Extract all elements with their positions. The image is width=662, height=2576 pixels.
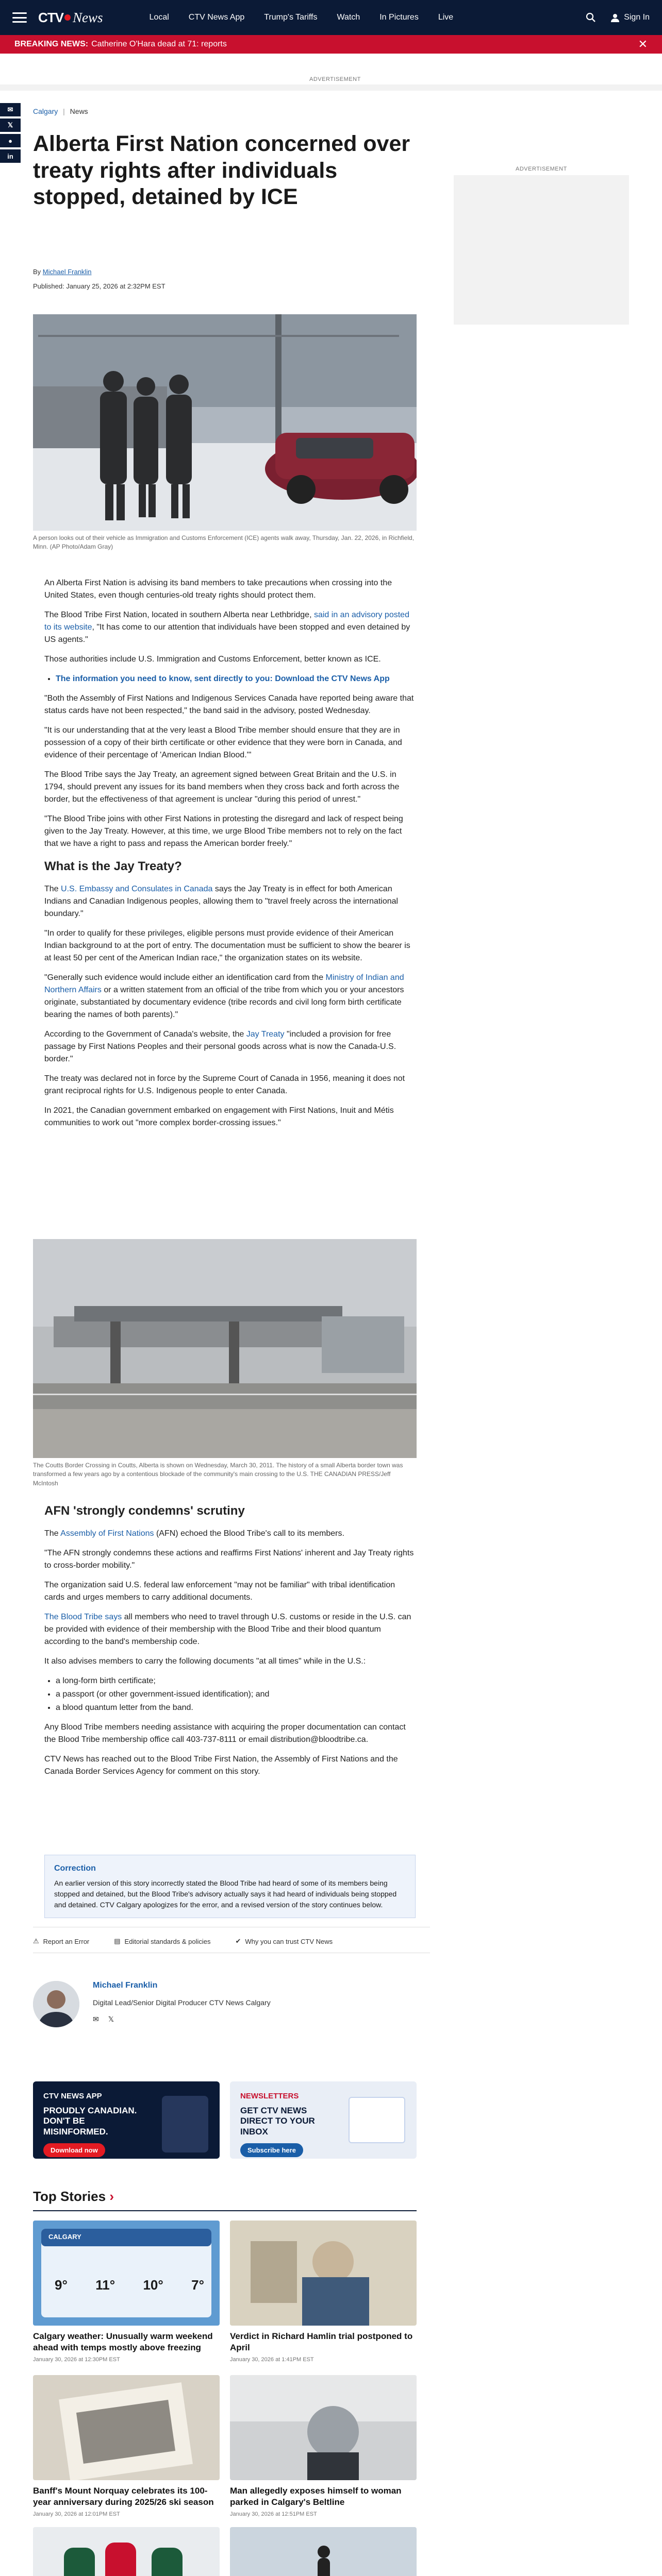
weather-temp: 7° (191, 2277, 204, 2293)
text: According to the Government of Canada's website, the (44, 1030, 246, 1039)
paragraph: The organization said U.S. federal law enforcement "may not be familiar" with tribal identification cards and urges members to carry additional documents. (44, 1581, 395, 1602)
correction-text: An earlier version of this story incorrectly stated the Blood Tribe had heard of some of its members being stopped and detained, but the Blood Tribe's advisory actually says it had heard of individuals being stopped and detained. CTV Calgary apologizes for the error, and a revised version of the story continues below. (54, 1879, 397, 1909)
alert-icon: ⚠ (33, 1937, 39, 1945)
story-image-hockey[interactable] (33, 2527, 220, 2576)
nav-link-app[interactable]: CTV News App (188, 13, 245, 22)
text: (AFN) echoed the Blood Tribe's call to its members. (154, 1529, 344, 1538)
byline-prefix: By (33, 268, 43, 276)
author-role: Digital Lead/Senior Digital Producer CTV News Calgary (93, 1998, 271, 2007)
paragraph: It also advises members to carry the following documents "at all times" while in the U.S.: (44, 1657, 366, 1666)
article-body-1 (44, 577, 416, 1137)
breaking-news-bar[interactable] (0, 35, 662, 54)
top-stories-title: Top Stories (33, 2189, 106, 2204)
list-item: • a passport (or other government-issued identification); and (56, 1688, 416, 1701)
story-card[interactable] (33, 2221, 220, 2363)
weather-temp: 11° (95, 2277, 115, 2293)
photo-caption-1: A person looks out of their vehicle as Immigration and Customs Enforcement (ICE) agents walk away, Thursday, Jan. 22, 2026, in Richfield, Minn. (AP Photo/Adam Gray) (33, 534, 415, 551)
story-headline[interactable]: Man allegedly exposes himself to woman parked in Calgary's Beltline (230, 2486, 402, 2507)
envelope-icon (349, 2097, 405, 2143)
breadcrumb-calgary[interactable]: Calgary (33, 107, 58, 115)
trust-link[interactable] (235, 1937, 333, 1945)
top-stories-heading[interactable]: Top Stories › (33, 2189, 114, 2204)
paragraph (44, 1611, 416, 1648)
app-promo-kicker: CTV NEWS APP (43, 2092, 102, 2100)
newsletter-promo[interactable] (230, 2081, 417, 2159)
top-nav (0, 0, 662, 35)
ad-label-top: ADVERTISEMENT (309, 76, 361, 82)
author-name[interactable]: Michael Franklin (93, 1981, 158, 1990)
paragraph (44, 609, 416, 646)
weather-temp: 10° (143, 2277, 163, 2293)
story-card[interactable] (33, 2375, 220, 2517)
paragraph: "It is our understanding that at the very least a Blood Tribe member should ensure that they are in possession of a copy of their birth certificate or other evidence that they were born in Canada, and evidence of their percentage of 'American Indian Blood.'" (44, 726, 402, 759)
nav-link-tariffs[interactable]: Trump's Tariffs (264, 13, 318, 22)
byline (33, 268, 91, 276)
text: or a written statement from an official of the tribe from which you or your ancestors originate, substantiated by documentary evidence (tribe records and civil long form birth certificate bearing the names of both parents)." (44, 986, 404, 1019)
sign-in-label: Sign In (624, 13, 650, 22)
list-item: • a blood quantum letter from the band. (56, 1702, 416, 1714)
user-icon (610, 13, 620, 22)
text: , "It has come to our attention that individuals have been stopped and even detained by US agents." (44, 623, 410, 644)
report-error-label: Report an Error (43, 1937, 90, 1945)
story-image-courtroom[interactable] (230, 2221, 417, 2326)
article-photo-ice[interactable] (33, 314, 417, 531)
weather-temp: 9° (55, 2277, 68, 2293)
text: "included a provision for free passage by First Nations Peoples and their personal goods across what is now the Canada-U.S. border." (44, 1030, 396, 1063)
subheading-jay-treaty: What is the Jay Treaty? (44, 859, 182, 873)
story-headline[interactable]: Verdict in Richard Hamlin trial postponed to April (230, 2331, 413, 2353)
publish-date: Published: January 25, 2026 at 2:32PM EST (33, 282, 166, 290)
article-tools (33, 1937, 430, 1945)
search-icon[interactable] (586, 12, 596, 23)
text: all members who need to travel through U.S. customs or reside in the U.S. can be provided with evidence of their membership with the Blood Tribe and their blood quantum according to the band's membership code. (44, 1613, 411, 1646)
article-photo-coutts[interactable] (33, 1239, 417, 1458)
divider (33, 2210, 417, 2211)
correction-box (44, 1855, 416, 1918)
paragraph: "The AFN strongly condemns these actions and reaffirms First Nations' inherent and Jay Treaty rights to cross-border mobility." (44, 1549, 414, 1570)
embassy-link[interactable]: U.S. Embassy and Consulates in Canada (61, 885, 213, 893)
story-date: January 30, 2026 at 12:51PM EST (230, 2511, 317, 2518)
menu-icon[interactable] (12, 12, 27, 23)
text: "Generally such evidence would include either an identification card from the (44, 973, 326, 982)
trust-label: Why you can trust CTV News (245, 1937, 333, 1945)
app-promo-link[interactable] (56, 673, 416, 685)
text: The Blood Tribe First Nation, located in southern Alberta near Lethbridge, (44, 611, 314, 619)
breaking-text[interactable]: Catherine O'Hara dead at 71: reports (91, 40, 227, 48)
paragraph: Any Blood Tribe members needing assistance with acquiring the proper documentation can contact the Blood Tribe membership office call 403-737-8111 or email distribution@bloodtribe.ca. (44, 1723, 406, 1744)
story-date: January 30, 2026 at 12:30PM EST (33, 2357, 120, 2363)
subscribe-button[interactable]: Subscribe here (240, 2143, 303, 2157)
nav-link-watch[interactable]: Watch (337, 13, 360, 22)
editorial-standards-link[interactable] (114, 1937, 210, 1945)
story-card[interactable] (230, 2527, 417, 2576)
paragraph: "Both the Assembly of First Nations and Indigenous Services Canada have reported being aware that status cards have not been respected," the band said in the advisory, posted Wednesday. (44, 694, 414, 715)
x-icon[interactable]: 𝕏 (0, 118, 21, 132)
email-icon[interactable]: ✉ (0, 103, 21, 116)
paragraph: An Alberta First Nation is advising its band members to take precautions when crossing into the United States, even though centuries-old treaty rights should protect them. (44, 579, 392, 600)
ad-slot-right (454, 175, 629, 325)
avatar[interactable] (33, 1981, 79, 2027)
promo-list (56, 673, 416, 685)
app-promo-text[interactable]: The information you need to know, sent directly to you: Download the CTV News App (56, 674, 390, 683)
nav-link-live[interactable]: Live (438, 13, 454, 22)
editorial-standards-label: Editorial standards & policies (124, 1937, 211, 1945)
close-icon[interactable]: ✕ (638, 38, 648, 50)
breaking-label: BREAKING NEWS: (14, 40, 89, 48)
paragraph: CTV News has reached out to the Blood Tribe First Nation, the Assembly of First Nations and the Canada Border Services Agency for comment on this story. (44, 1755, 398, 1776)
paragraph: "The Blood Tribe joins with other First Nations in protesting the disregard and lack of respect being given to the Jay Treaty. However, at this time, we urge Blood Tribe members not to rely on the fact that we have a right to pass and repass the American border freely." (44, 815, 403, 848)
story-headline[interactable]: Banff's Mount Norquay celebrates its 100-year anniversary during 2025/26 ski season (33, 2486, 214, 2507)
text: says the Jay Treaty is in effect for both American Indians and Canadian Indigenous peoples, allowing them to "travel freely across the international boundary." (44, 885, 399, 918)
paragraph (44, 883, 416, 920)
download-button[interactable]: Download now (43, 2143, 105, 2157)
story-image-skater[interactable] (230, 2527, 417, 2576)
ad-label-right: ADVERTISEMENT (516, 166, 567, 172)
text: The (44, 1529, 61, 1538)
document-icon: ▤ (114, 1937, 121, 1945)
story-date: January 30, 2026 at 1:41PM EST (230, 2357, 314, 2363)
email-icon[interactable]: ✉ (93, 2015, 99, 2023)
subheading-afn: AFN 'strongly condemns' scrutiny (44, 1504, 245, 1518)
ministry-link[interactable]: Ministry of Indian and Northern Affairs (44, 973, 404, 994)
afn-link[interactable]: Assembly of First Nations (60, 1529, 154, 1538)
blood-tribe-link[interactable]: The Blood Tribe says (44, 1613, 122, 1621)
list-item: • a long-form birth certificate; (56, 1675, 416, 1687)
newsletter-kicker: NEWSLETTERS (240, 2092, 299, 2100)
story-date: January 30, 2026 at 12:01PM EST (33, 2511, 120, 2518)
app-promo-text: PROUDLY CANADIAN. DON'T BE MISINFORMED. (43, 2106, 137, 2137)
photo-caption-2: The Coutts Border Crossing in Coutts, Alberta is shown on Wednesday, March 30, 2011. The history of a small Alberta border town was transformed a few years ago by a contentious blockade of the community's main crossing to the U.S. THE CANADIAN PRESS/Jeff McIntosh (33, 1462, 403, 1487)
page-title: Alberta First Nation concerned over treaty rights after individuals stopped, detained by ICE (33, 131, 410, 210)
weather-city: CALGARY (48, 2233, 81, 2241)
paragraph: The treaty was declared not in force by the Supreme Court of Canada in 1956, meaning it does not grant reciprocal rights for U.S. Indigenous people to enter Canada. (44, 1074, 405, 1095)
nav-link-pictures[interactable]: In Pictures (379, 13, 419, 22)
story-image-weather[interactable] (33, 2221, 220, 2326)
linkedin-icon[interactable]: in (0, 149, 21, 163)
breadcrumb-news[interactable]: News (70, 107, 88, 115)
advisory-link[interactable]: said in an advisory posted to its website (44, 611, 409, 632)
paragraph: "In order to qualify for these privileges, eligible persons must provide evidence of their American Indian background to at the port of entry. The documentation must be sufficient to show the bearer is at least 50 per cent of the American Indian race," the organization states on its website. (44, 929, 410, 962)
paragraph: Those authorities include U.S. Immigration and Customs Enforcement, better known as ICE. (44, 655, 381, 664)
phone-icon (162, 2096, 208, 2153)
app-promo[interactable] (33, 2081, 220, 2159)
author-box (33, 1981, 430, 2027)
breadcrumb: Calgary | News (33, 107, 88, 115)
paragraph (44, 972, 416, 1021)
ctv-news-logo[interactable]: CTV News (38, 9, 103, 25)
ad-slot-top (0, 84, 662, 91)
story-image-police[interactable] (230, 2375, 417, 2480)
paragraph: In 2021, the Canadian government embarked on engagement with First Nations, Inuit and Métis communities to work out "more complex border-crossing issues." (44, 1106, 394, 1127)
documents-list (56, 1675, 416, 1714)
sign-in-button[interactable] (610, 13, 650, 22)
story-image-norquay[interactable] (33, 2375, 220, 2480)
report-error-link[interactable] (33, 1937, 89, 1945)
story-card[interactable] (230, 2221, 417, 2363)
story-card[interactable] (230, 2375, 417, 2517)
reddit-icon[interactable]: ● (0, 134, 21, 147)
paragraph (44, 1028, 416, 1065)
share-rail (0, 103, 21, 165)
author-social (93, 2015, 271, 2024)
author-link[interactable]: Michael Franklin (42, 268, 92, 276)
article-body-2 (44, 1497, 416, 1785)
paragraph (44, 1528, 416, 1540)
jay-treaty-link[interactable]: Jay Treaty (246, 1030, 285, 1039)
check-icon: ✔ (235, 1937, 241, 1945)
newsletter-text: GET CTV NEWS DIRECT TO YOUR INBOX (240, 2106, 315, 2137)
x-icon[interactable]: 𝕏 (108, 2015, 114, 2023)
nav-link-local[interactable]: Local (149, 13, 169, 22)
correction-title: Correction (54, 1864, 96, 1873)
story-card[interactable] (33, 2527, 220, 2576)
text: The (44, 885, 61, 893)
story-headline[interactable]: Calgary weather: Unusually warm weekend ahead with temps mostly above freezing (33, 2331, 213, 2353)
paragraph: The Blood Tribe says the Jay Treaty, an agreement signed between Great Britain and the U.S. in 1794, should prevent any issues for its band members when they cross back and forth across the border, but the effectiveness of that agreement is unclear "during this period of unrest." (44, 770, 400, 804)
